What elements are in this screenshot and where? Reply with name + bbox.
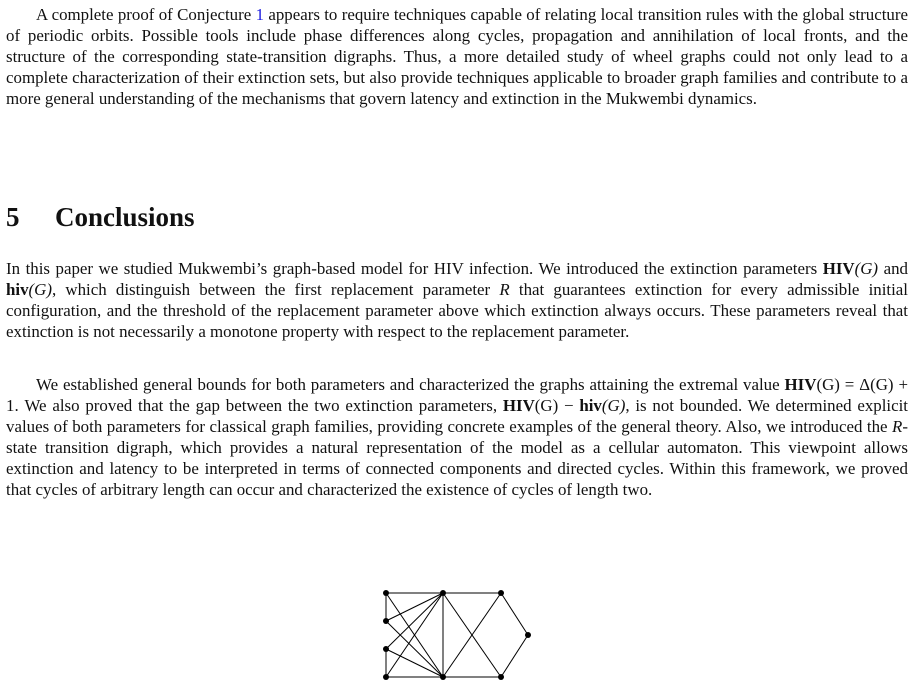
paragraph-text: and — [878, 259, 908, 278]
paragraph-text: , is not bounded. We determined explicit values of both parameters for classical graph families, providing concrete examples of the general theory. Also, we introduced the — [6, 395, 908, 436]
math-hiv-lower: hiv — [6, 279, 29, 299]
paragraph-open-problem — [6, 5, 908, 110]
graph-vertex — [383, 674, 389, 680]
section-heading — [6, 201, 195, 233]
math-r: R — [499, 279, 510, 299]
paragraph-text: that guarantees extinction for every admissible initial configuration, and the threshold of the replacement parameter above which extinction always occurs. These parameters reveal that extinction is not necessarily a monotone property with respect to the replacement parameter. — [6, 279, 908, 341]
math-arg: (G) — [854, 259, 879, 278]
graph-vertices — [383, 590, 531, 680]
math-hiv-upper: HIV — [502, 395, 535, 415]
paragraph-text: -state transition digraph, which provides a natural representation of the model as a cellular automaton. This viewpoint allows extinction and latency to be interpreted in terms of connected components and directed cycles. Within this framework, we proved that cycles of arbitrary length can occur and characterized the existence of cycles of length two. — [6, 416, 908, 499]
math-hiv-upper: HIV — [822, 259, 855, 278]
graph-figure — [374, 586, 534, 691]
paragraph-text: appears to require techniques capable of relating local transition rules with the global structure of periodic orbits. Possible tools include phase differences along cycles, propagation and annihilation of local fronts, and the structure of the corresponding state-transition digraphs. Thus, a more detailed study of wheel graphs could not only lead to a complete characterization of their extinction sets, but also provide techniques applicable to broader graph families and contribute to a more general understanding of the mechanisms that govern latency and extinction in the Mukwembi dynamics. — [6, 5, 908, 108]
paragraph-conclusions-results — [6, 375, 908, 500]
graph-vertex — [383, 618, 389, 624]
graph-vertex — [440, 590, 446, 596]
graph-vertex — [498, 674, 504, 680]
graph-vertex — [498, 590, 504, 596]
paragraph-text: In this paper we studied Mukwembi’s graph-based model for HIV infection. We introduced the extinction parameters — [6, 259, 823, 278]
paragraph-conclusions-summary — [6, 259, 908, 343]
math-hiv-lower: hiv — [579, 395, 602, 415]
paragraph-text: , which distinguish between the first replacement parameter — [52, 279, 500, 299]
math-r: R — [892, 416, 903, 436]
math-arg: (G) — [601, 395, 626, 415]
graph-diagram — [374, 586, 534, 687]
math-arg: (G) — [28, 279, 52, 299]
graph-vertex — [383, 646, 389, 652]
conjecture-reference-link[interactable]: 1 — [255, 5, 265, 24]
paragraph-text: . We also proved that the gap between the two extinction parameters, — [14, 395, 503, 415]
paragraph-text: A complete proof of Conjecture — [36, 5, 256, 24]
graph-vertex — [383, 590, 389, 596]
graph-vertex — [440, 674, 446, 680]
section-title: Conclusions — [55, 202, 195, 232]
graph-vertex — [525, 632, 531, 638]
math-hiv-upper: HIV — [784, 375, 817, 394]
section-number: 5 — [6, 202, 20, 232]
math-minus: (G) − — [534, 395, 580, 415]
math-equation: (G) = Δ(G) + 1 — [6, 375, 908, 415]
paragraph-text: We established general bounds for both parameters and characterized the graphs attaining the extremal value — [36, 375, 785, 394]
graph-edges — [386, 593, 528, 677]
